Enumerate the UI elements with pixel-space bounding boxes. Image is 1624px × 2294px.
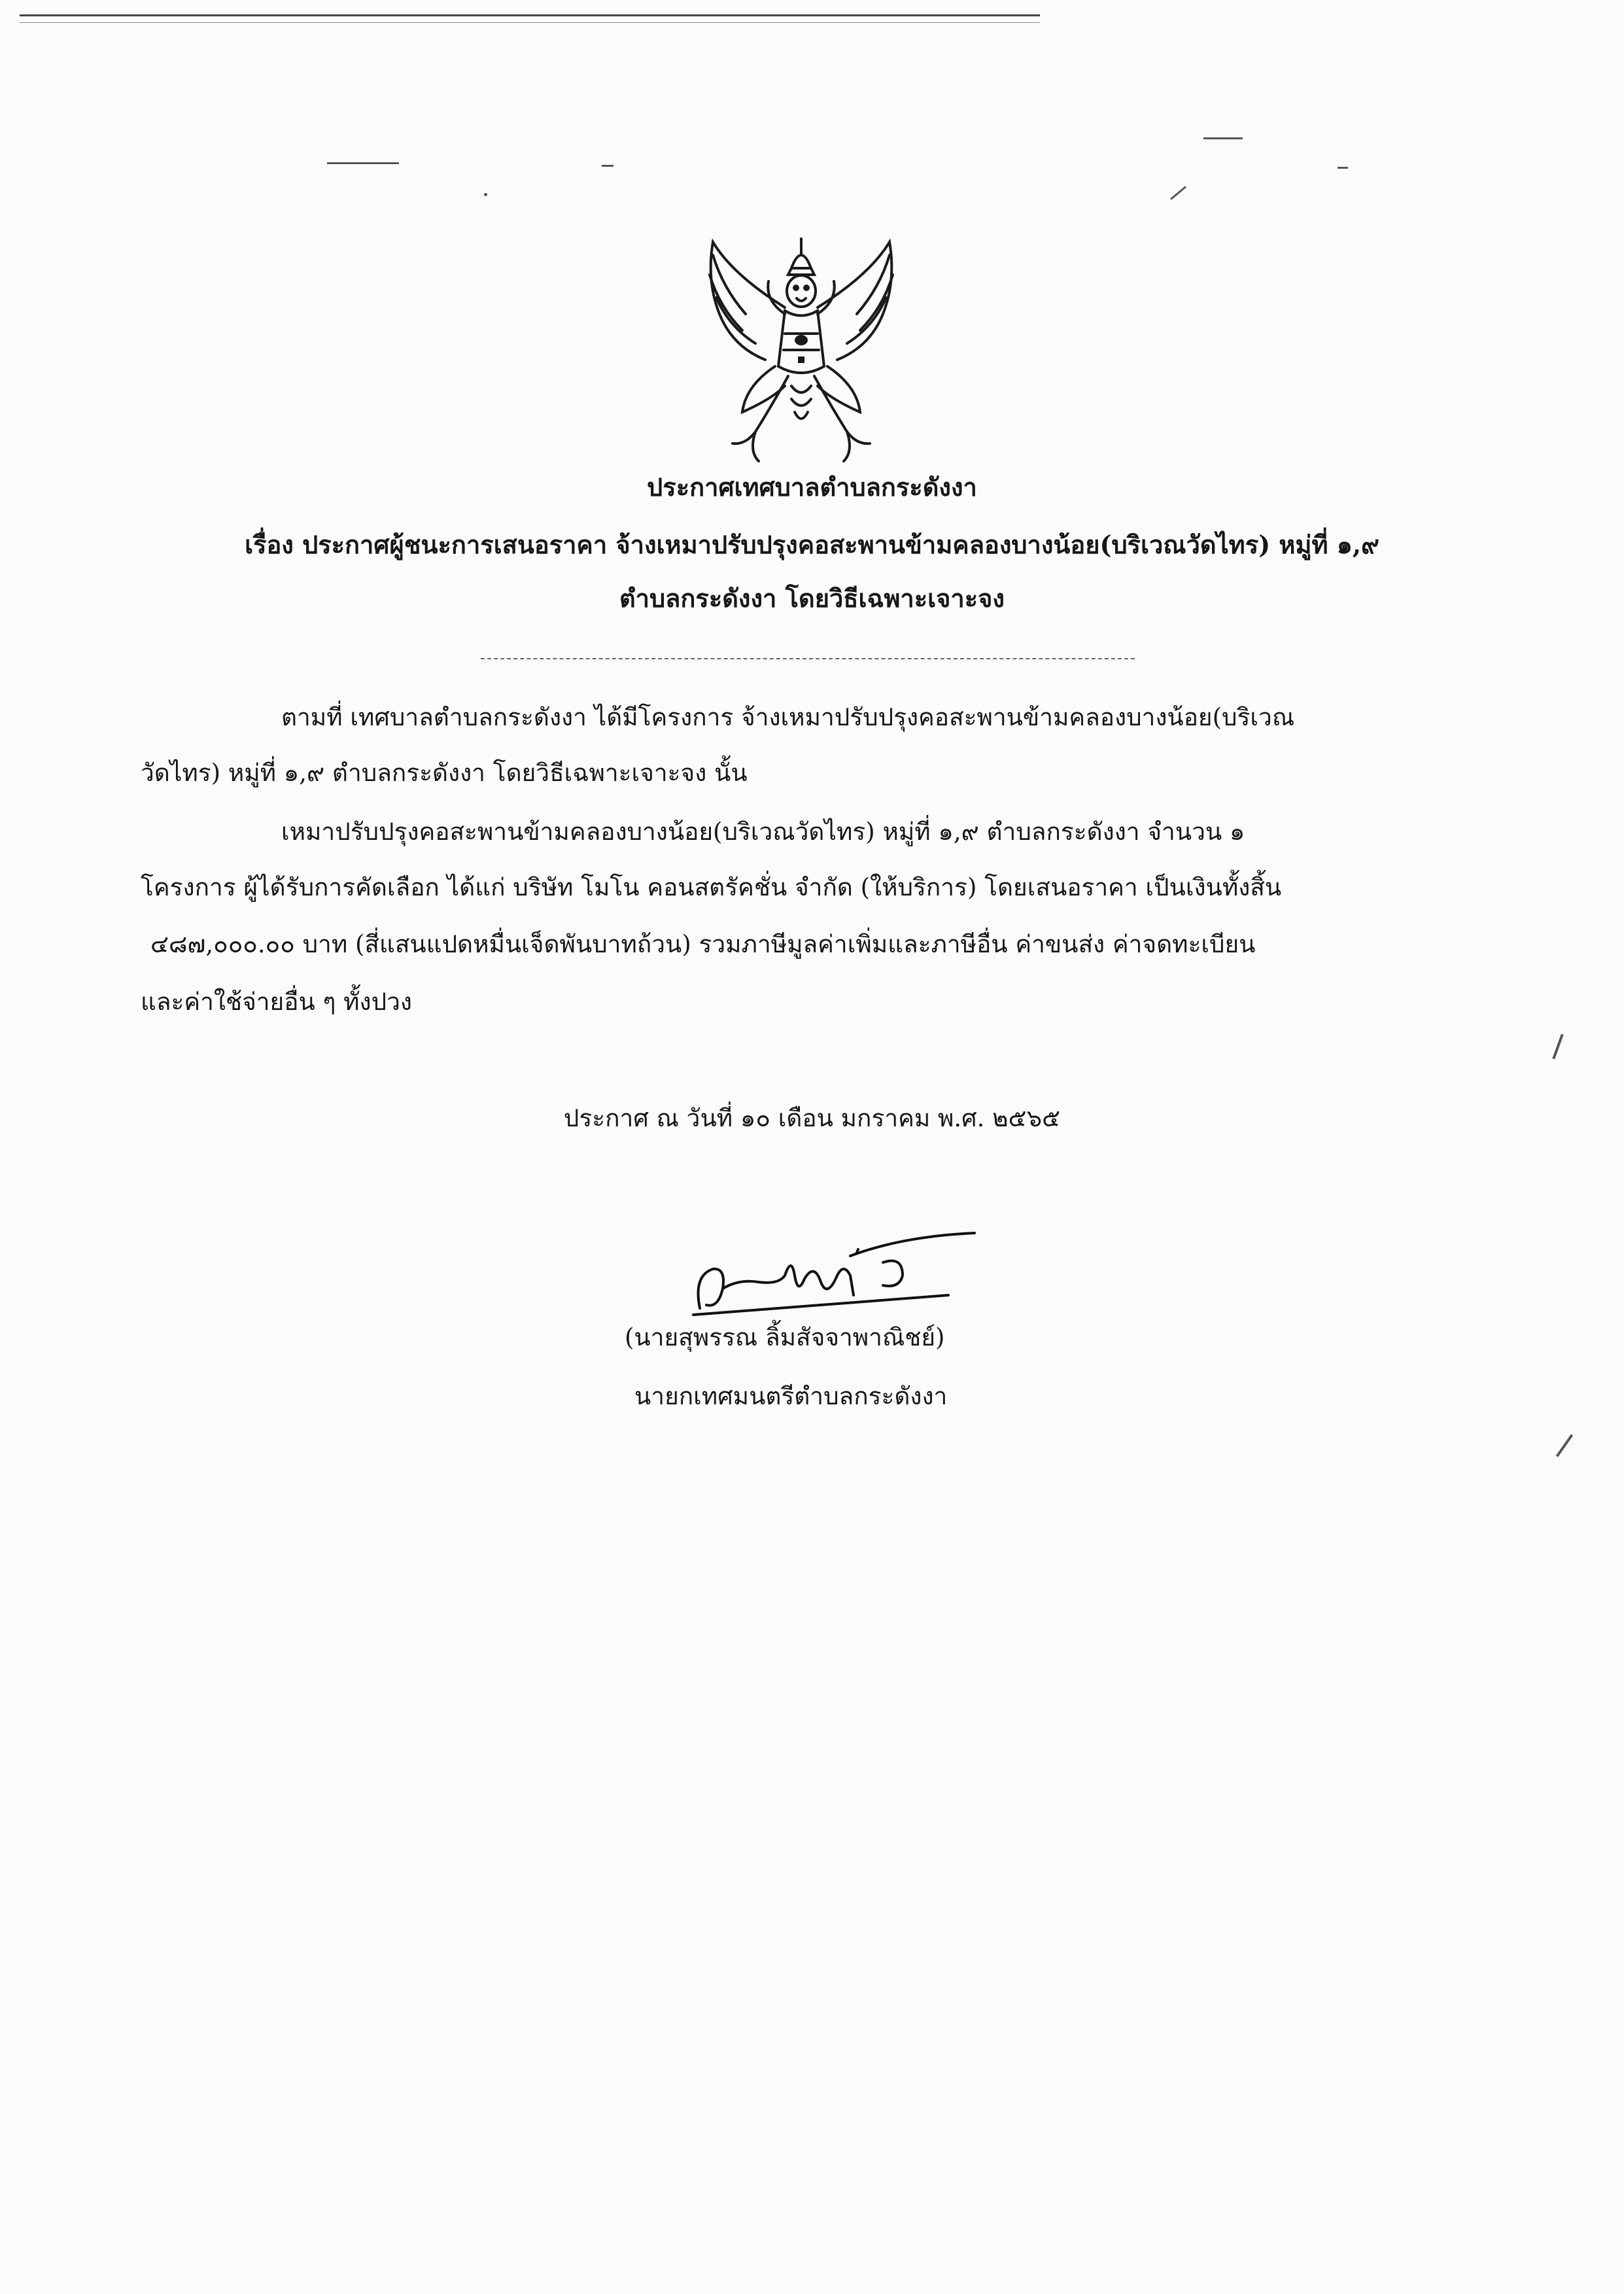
signatory-name: (นายสุพรรณ ลิ้มสัจจาพาณิชย์) — [625, 1323, 945, 1351]
scan-edge-line — [20, 14, 1040, 16]
paragraph-1-line-1: ตามที่ เทศบาลตำบลกระดังงา ได้มีโครงการ จ้างเหมาปรับปรุงคอสะพานข้ามคลองบางน้อย(บริเวณ — [281, 703, 1295, 731]
announcement-subject-continued: ตำบลกระดังงา โดยวิธีเฉพาะเจาะจง — [619, 583, 1005, 613]
paragraph-2-line-1: เหมาปรับปรุงคอสะพานข้ามคลองบางน้อย(บริเวณวัดไทร) หมู่ที่ ๑,๙ ตำบลกระดังงา จำนวน ๑ — [281, 818, 1245, 846]
scan-mark — [602, 165, 613, 167]
announcement-title: ประกาศเทศบาลตำบลกระดังงา — [647, 472, 977, 502]
scan-mark — [1556, 1434, 1573, 1457]
scan-mark — [484, 193, 487, 196]
announcement-subject: เรื่อง ประกาศผู้ชนะการเสนอราคา จ้างเหมาปรับปรุงคอสะพานข้ามคลองบางน้อย(บริเวณวัดไทร) หมู่ที่ ๑,๙ — [245, 530, 1379, 559]
paragraph-2-line-4: และค่าใช้จ่ายอื่น ๆ ทั้งปวง — [141, 988, 412, 1016]
scan-mark — [327, 162, 399, 164]
handwritten-signature — [687, 1217, 988, 1321]
paragraph-2-line-2: โครงการ ผู้ได้รับการคัดเลือก ได้แก่ บริษัท โมโน คอนสตรัคชั่น จำกัด (ให้บริการ) โดยเสนอราคา เป็นเงินทั้งสิ้น — [141, 873, 1282, 901]
scan-mark — [1552, 1034, 1563, 1060]
scan-mark — [1203, 137, 1243, 139]
scan-mark — [1170, 186, 1186, 200]
scan-mark — [1338, 167, 1348, 169]
signatory-title: นายกเทศมนตรีตำบลกระดังงา — [634, 1382, 948, 1410]
scan-edge-line-thin — [20, 22, 1040, 23]
paragraph-1-line-2: วัดไทร) หมู่ที่ ๑,๙ ตำบลกระดังงา โดยวิธีเฉพาะเจาะจง นั้น — [141, 759, 748, 787]
paragraph-2-line-3: ๔๘๗,๐๐๐.๐๐ บาท (สี่แสนแปดหมื่นเจ็ดพันบาทถ้วน) รวมภาษีมูลค่าเพิ่มและภาษีอื่น ค่าขนส่ง ค่าจดทะเบียน — [150, 930, 1256, 958]
garuda-emblem — [693, 235, 909, 471]
announcement-date: ประกาศ ณ วันที่ ๑๐ เดือน มกราคม พ.ศ. ๒๕๖๕ — [563, 1104, 1061, 1132]
dashed-divider — [481, 658, 1135, 659]
